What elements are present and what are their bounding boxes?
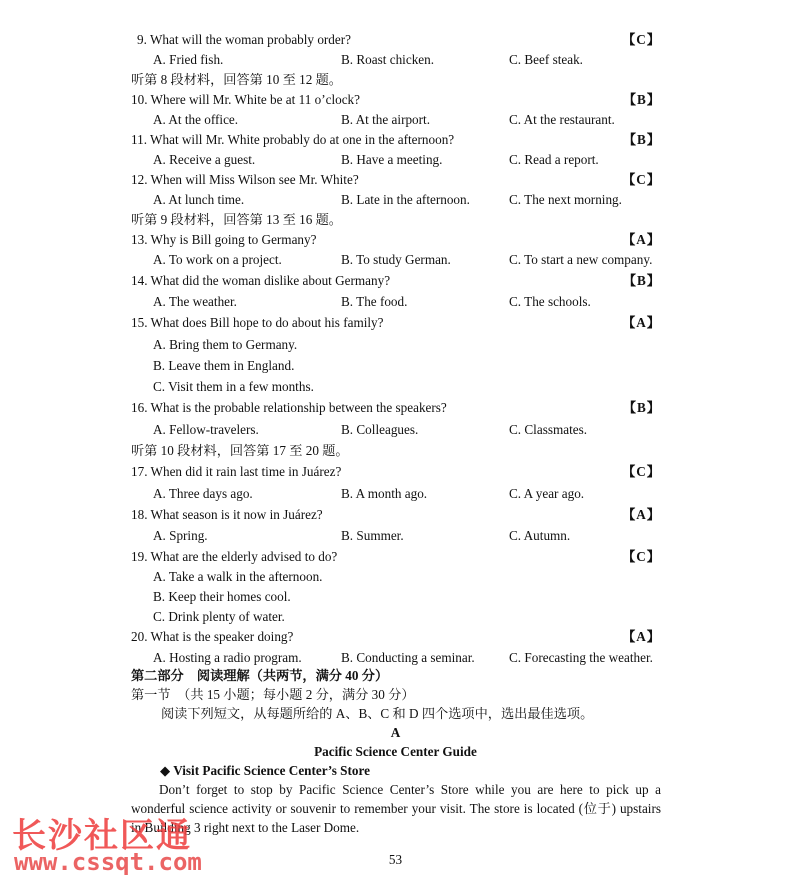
option-16c: C. Classmates.: [509, 422, 588, 437]
part2-subtitle: 第一节 （共 15 小题；每小题 2 分，满分 30 分）: [131, 687, 415, 702]
option-10c: C. At the restaurant.: [509, 112, 615, 127]
option-10a: A. At the office.: [153, 112, 239, 127]
section-header-9: 听第 9 段材料，回答第 13 至 16 题。: [131, 212, 342, 227]
option-11b: B. Have a meeting.: [341, 152, 443, 167]
passage-heading: ◆ Visit Pacific Science Center’s Store: [160, 763, 370, 778]
answer-14: 【B】: [622, 273, 661, 288]
answer-11: 【B】: [622, 132, 661, 147]
option-16a: A. Fellow-travelers.: [153, 422, 259, 437]
question-11: 11. What will Mr. White probably do at one in the afternoon?: [131, 132, 455, 147]
section-header-10: 听第 10 段材料，回答第 17 至 20 题。: [131, 443, 349, 458]
option-18b: B. Summer.: [341, 528, 404, 543]
question-18: 18. What season is it now in Juárez?: [131, 507, 323, 522]
option-15b: B. Leave them in England.: [153, 358, 295, 373]
question-9: 9. What will the woman probably order?: [137, 32, 351, 47]
option-12a: A. At lunch time.: [153, 192, 245, 207]
passage-title: Pacific Science Center Guide: [314, 744, 477, 759]
option-14b: B. The food.: [341, 294, 408, 309]
option-11a: A. Receive a guest.: [153, 152, 256, 167]
answer-15: 【A】: [622, 315, 661, 330]
question-17: 17. When did it rain last time in Juárez?: [131, 464, 342, 479]
option-18c: C. Autumn.: [509, 528, 571, 543]
passage-letter: A: [390, 725, 401, 740]
option-16b: B. Colleagues.: [341, 422, 419, 437]
watermark-logo: 长沙社区通: [12, 816, 192, 856]
option-17a: A. Three days ago.: [153, 486, 253, 501]
part2-title: 第二部分 阅读理解（共两节，满分 40 分）: [131, 668, 389, 683]
question-16: 16. What is the probable relationship between the speakers?: [131, 400, 447, 415]
part2-instructions: 阅读下列短文，从每题所给的 A、B、C 和 D 四个选项中，选出最佳选项。: [161, 706, 594, 721]
question-12: 12. When will Miss Wilson see Mr. White?: [131, 172, 359, 187]
option-19a: A. Take a walk in the afternoon.: [153, 569, 323, 584]
option-13c: C. To start a new company.: [509, 252, 653, 267]
option-19b: B. Keep their homes cool.: [153, 589, 291, 604]
answer-19: 【C】: [622, 549, 661, 564]
option-15a: A. Bring them to Germany.: [153, 337, 298, 352]
answer-10: 【B】: [622, 92, 661, 107]
question-15: 15. What does Bill hope to do about his family?: [131, 315, 384, 330]
option-12b: B. Late in the afternoon.: [341, 192, 470, 207]
option-20c: C. Forecasting the weather.: [509, 650, 653, 665]
answer-9: 【C】: [622, 32, 661, 47]
question-10: 10. Where will Mr. White be at 11 o’clock?: [131, 92, 361, 107]
passage-body: Don’t forget to stop by Pacific Science Center’s Store while you are here to pick up a wonderful science activity or souvenir to remember your visit. The store is located (位于) upstairs in Building 3 right next to the Laser Dome.: [131, 782, 661, 835]
answer-12: 【C】: [622, 172, 661, 187]
option-13b: B. To study German.: [341, 252, 451, 267]
option-20a: A. Hosting a radio program.: [153, 650, 302, 665]
question-14: 14. What did the woman dislike about Germany?: [131, 273, 391, 288]
option-9b: B. Roast chicken.: [341, 52, 435, 67]
option-10b: B. At the airport.: [341, 112, 431, 127]
answer-17: 【C】: [622, 464, 661, 479]
answer-13: 【A】: [622, 232, 661, 247]
option-13a: A. To work on a project.: [153, 252, 282, 267]
answer-20: 【A】: [622, 629, 661, 644]
question-19: 19. What are the elderly advised to do?: [131, 549, 338, 564]
option-19c: C. Drink plenty of water.: [153, 609, 285, 624]
option-17c: C. A year ago.: [509, 486, 585, 501]
section-header-8: 听第 8 段材料，回答第 10 至 12 题。: [131, 72, 342, 87]
option-12c: C. The next morning.: [509, 192, 622, 207]
option-9a: A. Fried fish.: [153, 52, 224, 67]
option-18a: A. Spring.: [153, 528, 208, 543]
answer-18: 【A】: [622, 507, 661, 522]
watermark-url: www.cssqt.com: [14, 848, 202, 876]
option-9c: C. Beef steak.: [509, 52, 583, 67]
option-20b: B. Conducting a seminar.: [341, 650, 475, 665]
answer-16: 【B】: [622, 400, 661, 415]
option-14c: C. The schools.: [509, 294, 591, 309]
question-20: 20. What is the speaker doing?: [131, 629, 294, 644]
question-13: 13. Why is Bill going to Germany?: [131, 232, 317, 247]
option-11c: C. Read a report.: [509, 152, 599, 167]
page-number: 53: [388, 852, 403, 867]
option-15c: C. Visit them in a few months.: [153, 379, 314, 394]
option-17b: B. A month ago.: [341, 486, 428, 501]
option-14a: A. The weather.: [153, 294, 237, 309]
